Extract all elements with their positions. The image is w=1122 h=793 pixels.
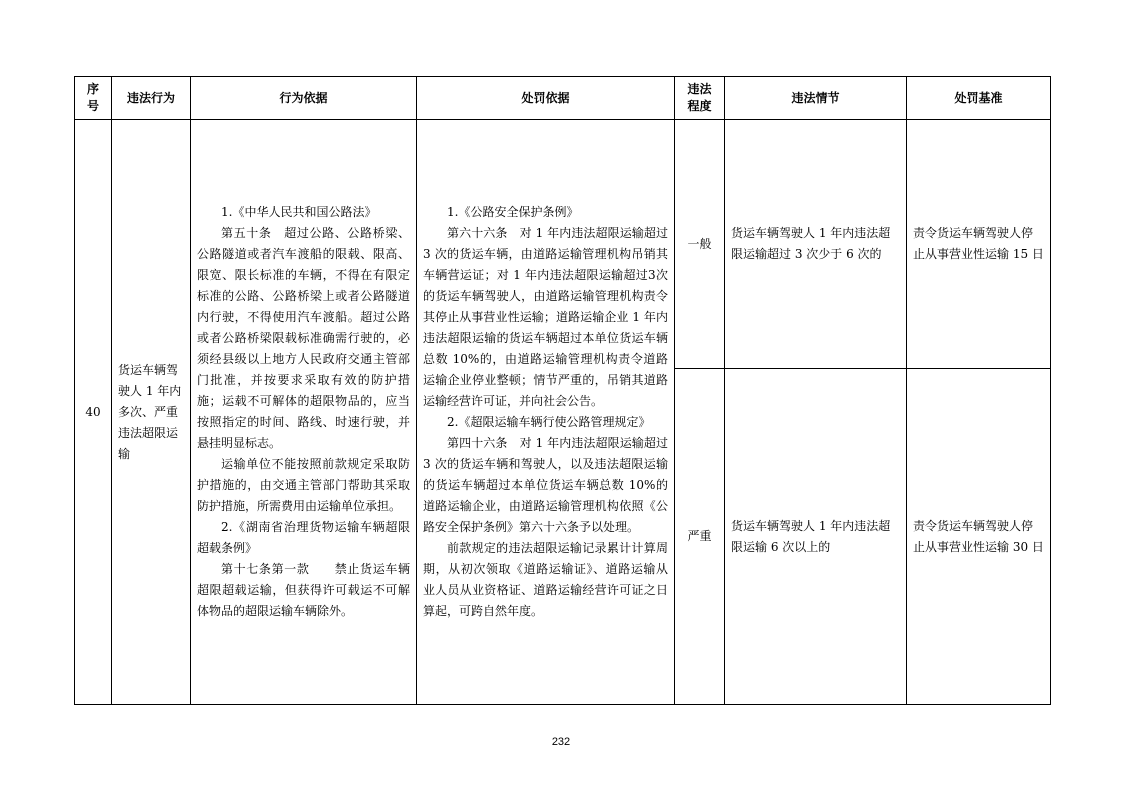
- row-penalty-basis: [417, 120, 675, 705]
- penalty-para-3: 2.《超限运输车辆行使公路管理规定》: [447, 415, 651, 429]
- header-action: 违法行为: [112, 77, 191, 120]
- standard-serious: 责令货运车辆驾驶人停止从事营业性运输 30 日: [907, 369, 1051, 705]
- basis-para-2: 第五十条 超过公路、公路桥梁、公路隧道或者汽车渡船的限载、限高、限宽、限长标准的车辆，不得在有限定标准的公路、公路桥梁上或者公路隧道内行驶，不得使用汽车渡船。超过公路或者公路桥梁限载标准确需行驶的，必须经县级以上地方人民政府交通主管部门批准，并按要求采取有效的防护措施；运载不可解体的超限物品的，应当按照指定的时间、路线、时速行驶，并悬挂明显标志。: [197, 226, 410, 450]
- row-seq: 40: [75, 120, 112, 705]
- header-basis: 行为依据: [191, 77, 417, 120]
- penalty-standard-table: [74, 76, 1051, 705]
- header-circumstance: 违法情节: [725, 77, 907, 120]
- header-standard: 处罚基准: [907, 77, 1051, 120]
- degree-serious: 严重: [675, 369, 725, 705]
- basis-para-5: 第十七条第一款 禁止货运车辆超限超载运输，但获得许可载运不可解体物品的超限运输车辆除外。: [197, 562, 410, 618]
- header-row: [75, 77, 1051, 120]
- circumstance-serious: 货运车辆驾驶人 1 年内违法超限运输 6 次以上的: [725, 369, 907, 705]
- basis-para-1: 1.《中华人民共和国公路法》: [221, 205, 377, 219]
- penalty-para-2: 第六十六条 对 1 年内违法超限运输超过 3 次的货运车辆，由道路运输管理机构吊销其车辆营运证；对 1 年内违法超限运输超过3次的货运车辆驾驶人，由道路运输管理机构责令其停止从事营业性运输；道路运输企业 1 年内违法超限运输的货运车辆超过本单位货运车辆总数 10%的，由道路运输管理机构责令道路运输企业停业整顿；情节严重的，吊销其道路运输经营许可证，并向社会公告。: [423, 226, 668, 408]
- header-seq: 序 号: [75, 77, 112, 120]
- row-action: 货运车辆驾驶人 1 年内多次、严重违法超限运输: [112, 120, 191, 705]
- degree-general: 一般: [675, 120, 725, 369]
- header-degree: 违法 程度: [675, 77, 725, 120]
- page-number: 232: [551, 736, 571, 748]
- basis-para-3: 运输单位不能按照前款规定采取防护措施的，由交通主管部门帮助其采取防护措施，所需费用由运输单位承担。: [197, 457, 410, 513]
- penalty-para-4: 第四十六条 对 1 年内违法超限运输超过 3 次的货运车辆和驾驶人，以及违法超限运输的货运车辆超过本单位货运车辆总数 10%的道路运输企业，由道路运输管理机构依照《公路安全保护条例》第六十六条予以处理。: [423, 436, 668, 534]
- header-penalty-basis: 处罚依据: [417, 77, 675, 120]
- penalty-para-5: 前款规定的违法超限运输记录累计计算周期，从初次领取《道路运输证》、道路运输从业人员从业资格证、道路运输经营许可证之日算起，可跨自然年度。: [423, 541, 668, 618]
- standard-general: 责令货运车辆驾驶人停止从事营业性运输 15 日: [907, 120, 1051, 369]
- basis-para-4: 2.《湖南省治理货物运输车辆超限超载条例》: [197, 520, 410, 555]
- circumstance-general: 货运车辆驾驶人 1 年内违法超限运输超过 3 次少于 6 次的: [725, 120, 907, 369]
- table-row: [75, 120, 1051, 369]
- penalty-para-1: 1.《公路安全保护条例》: [447, 205, 579, 219]
- row-basis: [191, 120, 417, 705]
